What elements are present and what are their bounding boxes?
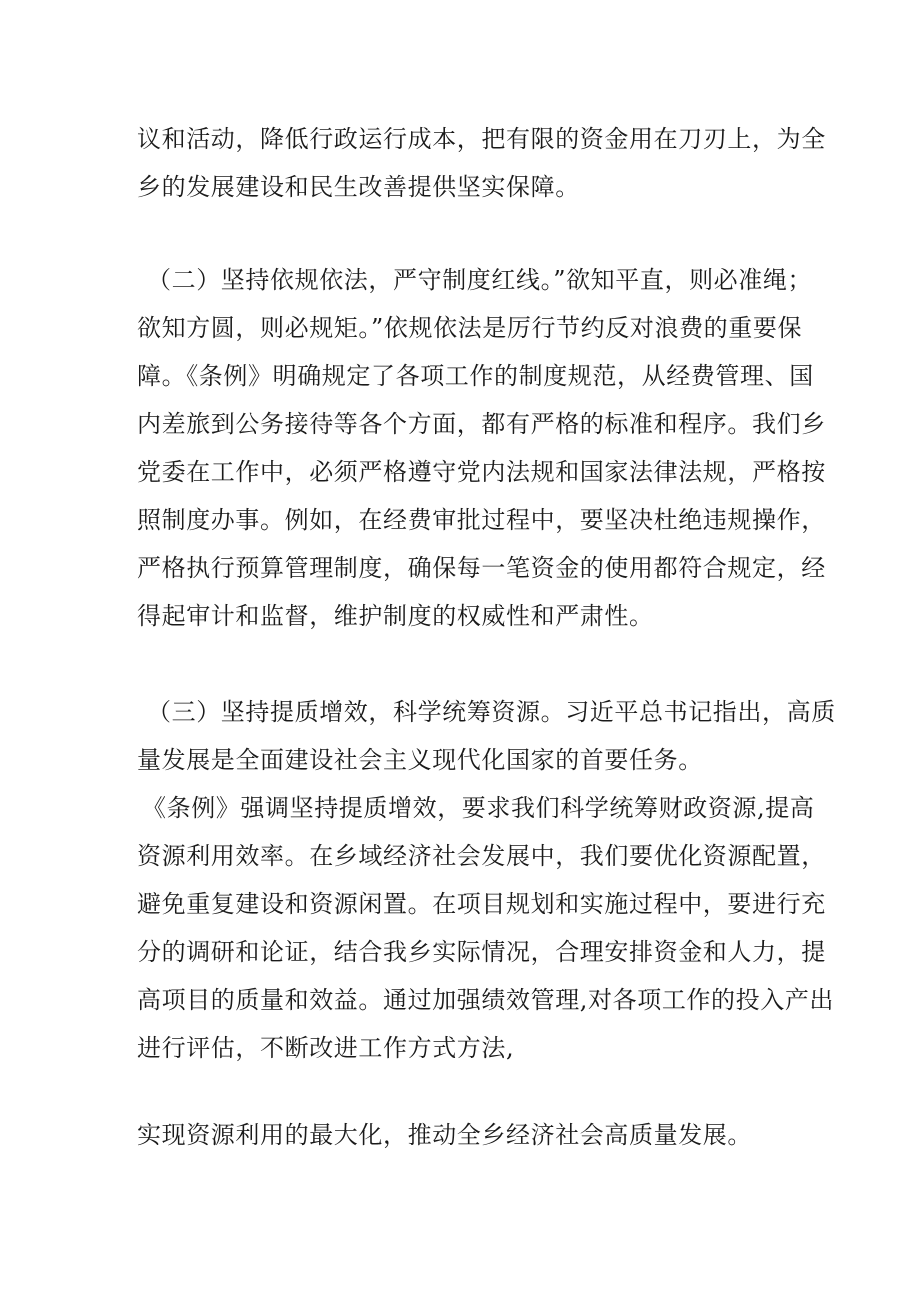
text-line: 进行评估，不断改进工作方式方法, [137,1034,515,1062]
text-line: 避免重复建设和资源闲置。在项目规划和实施过程中，要进行充 [137,890,826,918]
text-line: 内差旅到公务接待等各个方面，都有严格的标准和程序。我们乡 [137,410,826,438]
section-heading-3: （三）坚持提质增效，科学统筹资源。习近平总书记指出，高质 [147,698,836,726]
text-line: 资源利用效率。在乡域经济社会发展中，我们要优化资源配置， [137,842,826,870]
text-line: 严格执行预算管理制度，确保每一笔资金的使用都符合规定，经 [137,554,826,582]
text-line: 高项目的质量和效益。通过加强绩效管理,对各项工作的投入产出 [137,986,835,1014]
text-line: 分的调研和论证，结合我乡实际情况，合理安排资金和人力，提 [137,938,826,966]
text-line: 议和活动，降低行政运行成本，把有限的资金用在刀刃上，为全 [137,125,826,153]
text-line: 照制度办事。例如，在经费审批过程中，要坚决杜绝违规操作， [137,506,826,534]
text-line: 障。《条例》明确规定了各项工作的制度规范，从经费管理、国 [137,362,814,390]
text-line: 得起审计和监督，维护制度的权威性和严肃性。 [137,602,654,630]
text-line: 乡的发展建设和民生改善提供坚实保障。 [137,173,580,201]
section-heading-2: （二）坚持依规依法，严守制度红线。”欲知平直，则必准绳； [147,266,813,294]
text-line: 党委在工作中，必须严格遵守党内法规和国家法律法规，严格按 [137,458,826,486]
text-line: 实现资源利用的最大化，推动全乡经济社会高质量发展。 [137,1121,752,1149]
text-line: 量发展是全面建设社会主义现代化国家的首要任务。 [137,746,703,774]
text-line: 欲知方圆，则必规矩。”依规依法是厉行节约反对浪费的重要保 [137,314,803,342]
text-line: 《条例》强调坚持提质增效，要求我们科学统筹财政资源,提高 [142,794,815,822]
